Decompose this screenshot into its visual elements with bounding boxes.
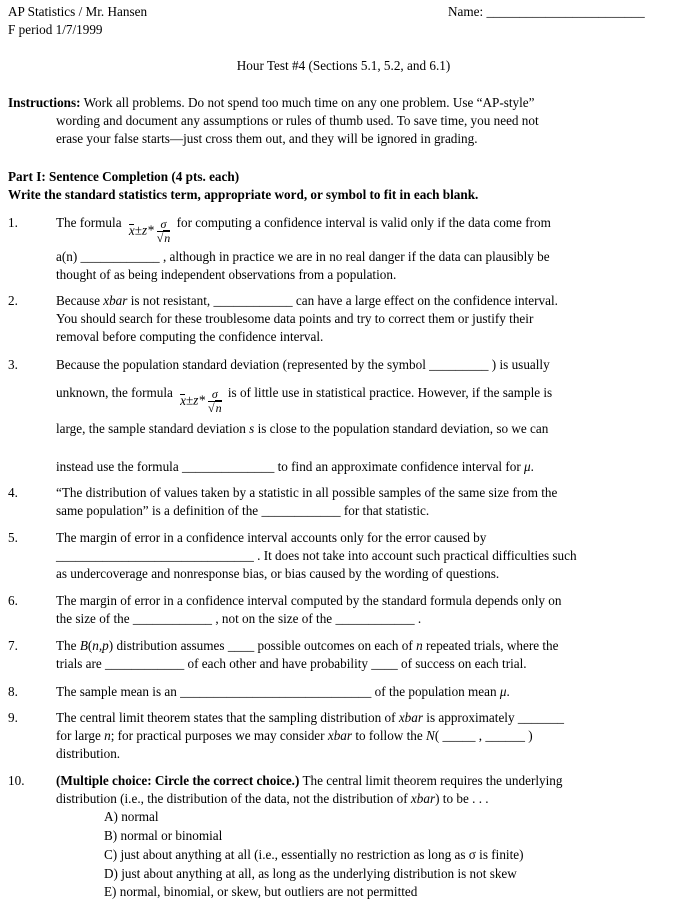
question-number: 1.: [8, 215, 18, 230]
choice-c[interactable]: C) just about anything at all (i.e., essentially no restriction as long as σ is finite): [104, 847, 524, 862]
q1-line-3: thought of as being independent observations from a population.: [56, 267, 397, 282]
instructions-label: Instructions:: [8, 95, 81, 110]
q9-line-1[interactable]: The central limit theorem states that the sampling distribution of xbar is approximately _______: [56, 710, 565, 725]
ci-formula: x±z* $\frac{\sigma}{√n}$: [128, 217, 171, 246]
q4-line-1: “The distribution of values taken by a statistic in all possible samples of the same size from the: [56, 485, 558, 500]
choice-a[interactable]: A) normal: [104, 809, 159, 824]
q7-line-2[interactable]: trials are ____________ of each other and have probability ____ of success on each trial.: [56, 656, 527, 671]
q1-line-1: The formula x±z* $\frac{\sigma}{√n}$ for computing a confidence interval is valid only if the data come from: [56, 215, 551, 246]
instructions-line-2: wording and document any assumptions or rules of thumb used. To save time, you need not: [56, 113, 539, 128]
choice-d[interactable]: D) just about anything at all, as long as the underlying distribution is not skew: [104, 866, 517, 881]
q6-line-1: The margin of error in a confidence interval computed by the standard formula depends only on: [56, 593, 562, 608]
q10-line-2: distribution (i.e., the distribution of the data, not the distribution of xbar) to be . . .: [56, 791, 489, 806]
part1-subheading: Write the standard statistics term, appropriate word, or symbol to fit in each blank.: [8, 187, 479, 202]
question-number: 2.: [8, 293, 18, 308]
question-number: 6.: [8, 593, 18, 608]
q9-line-2[interactable]: for large n; for practical purposes we may consider xbar to follow the N( _____ , ______ ): [56, 728, 533, 743]
choice-e[interactable]: E) normal, binomial, or skew, but outliers are not permitted: [104, 884, 418, 899]
instructions-line-1: Instructions: Work all problems. Do not spend too much time on any one problem. Use “AP-style”: [8, 95, 535, 110]
q7-line-1[interactable]: The B(n,p) distribution assumes ____ possible outcomes on each of n repeated trials, where the: [56, 638, 559, 653]
ci-formula-sigma: x±z* $\frac{\sigma}{√n}$: [180, 387, 222, 416]
q9-line-3: distribution.: [56, 746, 121, 761]
q4-line-2[interactable]: same population” is a definition of the ____________ for that statistic.: [56, 503, 430, 518]
name-field[interactable]: Name: ________________________: [448, 4, 645, 19]
q10-line-1: (Multiple choice: Circle the correct choice.) The central limit theorem requires the underlying: [56, 773, 563, 788]
q2-line-2: You should search for these troublesome data points and try to correct them or justify their: [56, 311, 534, 326]
question-number: 4.: [8, 485, 18, 500]
question-number: 9.: [8, 710, 18, 725]
class-period-date: F period 1/7/1999: [8, 22, 103, 37]
q1-line-2[interactable]: a(n) ____________ , although in practice we are in no real danger if the data can plausibly be: [56, 249, 550, 264]
q6-line-2[interactable]: the size of the ____________ , not on the size of the ____________ .: [56, 611, 422, 626]
q5-line-2[interactable]: ______________________________ . It does not take into account such practical difficulties such: [56, 548, 577, 563]
part1-heading: Part I: Sentence Completion (4 pts. each): [8, 169, 240, 184]
q2-line-1[interactable]: Because xbar is not resistant, ____________ can have a large effect on the confidence interval.: [56, 293, 558, 308]
question-number: 8.: [8, 684, 18, 699]
q2-line-3: removal before computing the confidence interval.: [56, 329, 324, 344]
choice-b[interactable]: B) normal or binomial: [104, 828, 223, 843]
question-number: 5.: [8, 530, 18, 545]
question-number: 10.: [8, 773, 25, 788]
q3-line-2: unknown, the formula x±z* $\frac{\sigma}{√n}$ is of little use in statistical practice. However, if the sample is: [56, 385, 553, 416]
q5-line-1: The margin of error in a confidence interval accounts only for the error caused by: [56, 530, 487, 545]
question-number: 7.: [8, 638, 18, 653]
q3-line-1[interactable]: Because the population standard deviation (represented by the symbol _________ ) is usually: [56, 357, 550, 372]
test-title: Hour Test #4 (Sections 5.1, 5.2, and 6.1): [236, 58, 451, 73]
instructions-line-3: erase your false starts—just cross them out, and they will be ignored in grading.: [56, 131, 478, 146]
q5-line-3: as undercoverage and nonresponse bias, or bias caused by the wording of questions.: [56, 566, 500, 581]
q8-line-1[interactable]: The sample mean is an _____________________________ of the population mean μ.: [56, 684, 510, 699]
question-number: 3.: [8, 357, 18, 372]
q3-line-4[interactable]: instead use the formula ______________ to find an approximate confidence interval for μ.: [56, 459, 534, 474]
q3-line-3: large, the sample standard deviation s is close to the population standard deviation, so we can: [56, 421, 549, 436]
course-title: AP Statistics / Mr. Hansen: [8, 4, 148, 19]
